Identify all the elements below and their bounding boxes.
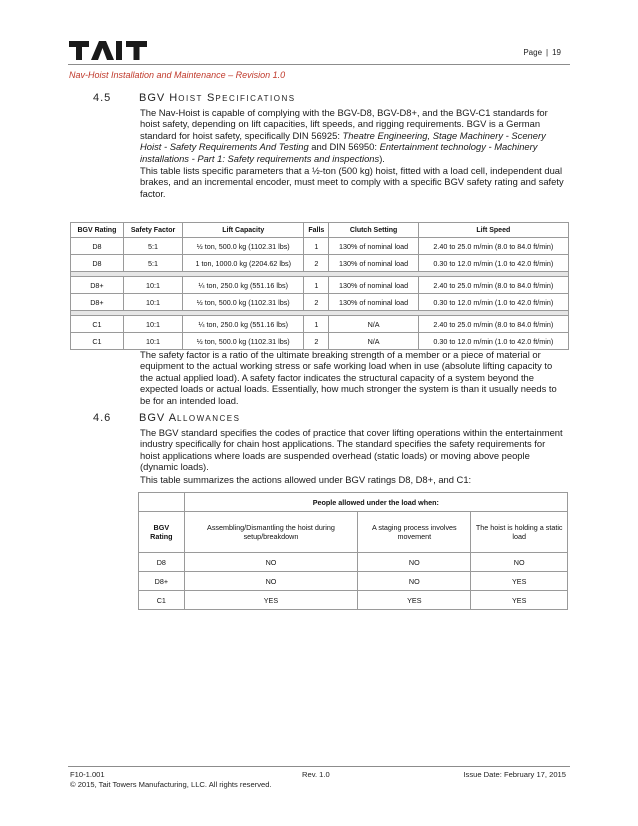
header-rule: [68, 64, 570, 65]
table-row: D8 5:1 1 ton, 1000.0 kg (2204.62 lbs) 2 130% of nominal load 0.30 to 12.0 m/min (1.0 to 42.0 ft/min): [71, 255, 569, 272]
table-header: A staging process involves movement: [358, 512, 471, 553]
footer-issue-date: Issue Date: February 17, 2015: [463, 770, 566, 779]
paragraph: This table summarizes the actions allowed under BGV ratings D8, D8+, and C1:: [140, 473, 472, 485]
table-row: C1 10:1 ¼ ton, 250.0 kg (551.16 lbs) 1 N/A 2.40 to 25.0 m/min (8.0 to 84.0 ft/min): [71, 316, 569, 333]
table-header: The hoist is holding a static load: [471, 512, 568, 553]
document-title: Nav-Hoist Installation and Maintenance – Revision 1.0: [69, 70, 286, 80]
table-header: BGV Rating: [71, 223, 124, 238]
section-4-5-body: [140, 107, 565, 200]
tait-logo: [69, 38, 149, 62]
table-header-empty: [139, 493, 185, 512]
table-header: BGV Rating: [139, 512, 185, 553]
footer-rule: [68, 766, 570, 767]
safety-factor-paragraph: The safety factor is a ratio of the ultimate breaking strength of a member or a piece of material or equipment to the actual working stress or safe working load when in use (absolute lifting capacity to the actual applied load). A safety factor indicates the structural capacity of a system beyond the expected loads or actual loads. Essentially, how much stronger the system is than it usually needs to be for an intended load.: [140, 349, 557, 406]
table-header: Lift Capacity: [183, 223, 304, 238]
table-row: C1 YES YES YES: [139, 591, 568, 610]
hoist-spec-table: [70, 222, 569, 350]
table-header: Clutch Setting: [329, 223, 418, 238]
table-row: D8+ NO NO YES: [139, 572, 568, 591]
footer-copyright: © 2015, Tait Towers Manufacturing, LLC. All rights reserved.: [70, 780, 272, 789]
page-number: Page | 19: [523, 48, 561, 57]
table-header: Lift Speed: [418, 223, 568, 238]
table-group-header: People allowed under the load when:: [184, 493, 567, 512]
bgv-allowances-table: [138, 492, 568, 610]
section-4-6-body: [140, 427, 565, 486]
table-row: D8+ 10:1 ½ ton, 500.0 kg (1102.31 lbs) 2 130% of nominal load 0.30 to 12.0 m/min (1.0 to 42.0 ft/min): [71, 294, 569, 311]
section-heading-4-5: 4.5 BGV HOIST SPECIFICATIONS: [93, 92, 296, 104]
table-header: Safety Factor: [123, 223, 182, 238]
table-header: Assembling/Dismantling the hoist during setup/breakdown: [184, 512, 358, 553]
paragraph: The Nav-Hoist is capable of complying with the BGV-D8, BGV-D8+, and the BGV-C1 standards for hoist safety, depending on lift capacities, lift speeds, and rigging requirements. BGV is a German standard for hoist safety, specifically DIN 56925: Theatre Engineering, Stage Machinery - Scenery Hoist - Safety Requirements And Testing and DIN 56950: Entertainment technology - Machinery installations - Part 1: Safety requirements and inspections).: [140, 107, 548, 164]
paragraph: This table lists specific parameters that a ½-ton (500 kg) hoist, fitted with a load cell, independent dual brakes, and an incremental encoder, must meet to comply with a specific BGV safety rating and safety factor.: [140, 165, 564, 199]
table-row: D8+ 10:1 ¼ ton, 250.0 kg (551.16 lbs) 1 130% of nominal load 2.40 to 25.0 m/min (8.0 to 84.0 ft/min): [71, 277, 569, 294]
footer-doc-number: F10-1.001: [70, 770, 105, 779]
table-header: Falls: [304, 223, 329, 238]
table-row: D8 5:1 ½ ton, 500.0 kg (1102.31 lbs) 1 130% of nominal load 2.40 to 25.0 m/min (8.0 to 84.0 ft/min): [71, 238, 569, 255]
table-row: D8 NO NO NO: [139, 553, 568, 572]
section-heading-4-6: 4.6 BGV ALLOWANCES: [93, 412, 241, 424]
tait-logo-mark: [69, 38, 149, 62]
footer-revision: Rev. 1.0: [302, 770, 330, 779]
paragraph: The BGV standard specifies the codes of practice that cover lifting operations within the entertainment industry specifically for chain host applications. The standard specifies the safety requirements for hoist applications where loads are suspended overhead (static loads) or moving above people (dynamic loads).: [140, 427, 563, 473]
table-row: C1 10:1 ½ ton, 500.0 kg (1102.31 lbs) 2 N/A 0.30 to 12.0 m/min (1.0 to 42.0 ft/min): [71, 333, 569, 350]
